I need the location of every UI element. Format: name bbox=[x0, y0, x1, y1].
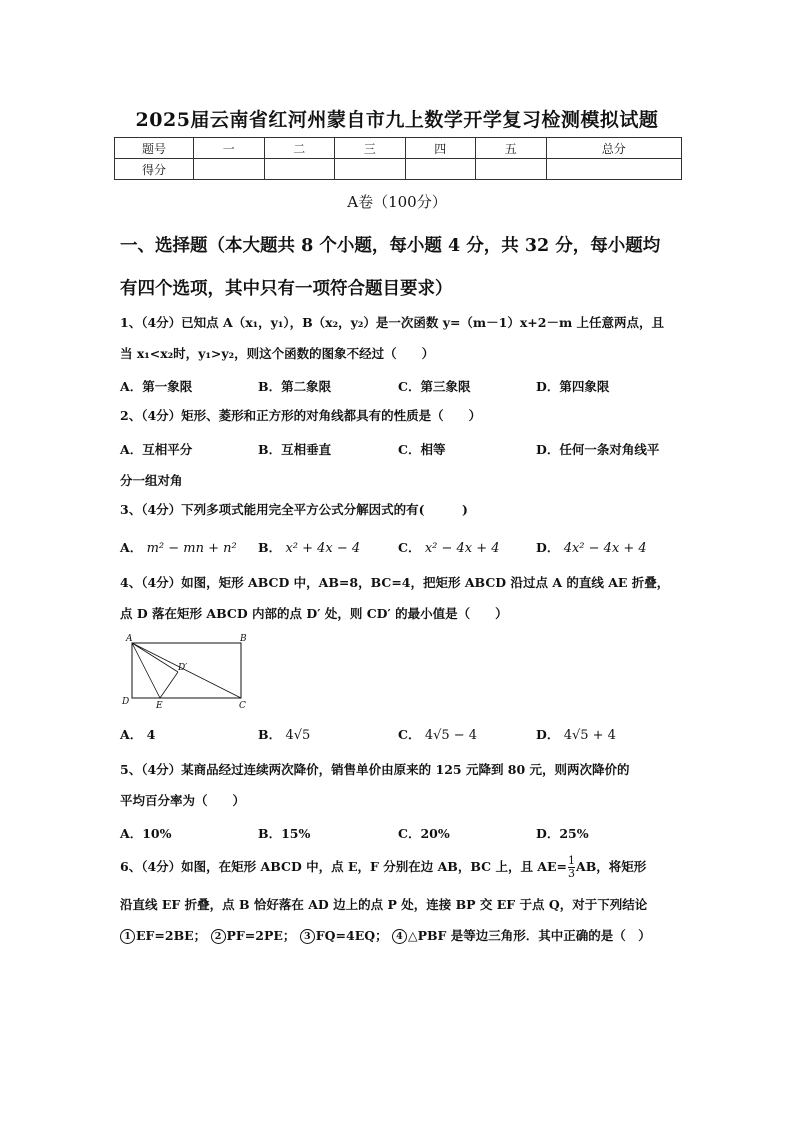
q6-fraction-denominator: 3 bbox=[568, 867, 576, 880]
q4-option-b[interactable] bbox=[258, 725, 310, 743]
q4-label-a: A bbox=[126, 634, 133, 644]
q3-option-d-letter: D． bbox=[536, 540, 560, 555]
score-entry-cell[interactable] bbox=[546, 159, 682, 180]
q6-conclusion-3: FQ=4EQ； bbox=[315, 928, 388, 943]
q4-option-a-letter: A． bbox=[120, 727, 143, 742]
q4-option-a-math: 4 bbox=[146, 727, 156, 742]
q5-stem-line2: 平均百分率为（ ） bbox=[120, 793, 246, 808]
section-a-heading: A卷（100分） bbox=[347, 193, 447, 211]
q4-option-d-math: 4√5 + 4 bbox=[563, 728, 616, 743]
score-table-cell: 四 bbox=[405, 138, 476, 159]
q2-option-d-continued: 分一组对角 bbox=[120, 473, 183, 488]
q6-fraction bbox=[568, 855, 575, 880]
q1-stem-line1: 1、（4分）已知点 A（x₁，y₁），B（x₂，y₂）是一次函数 y=（m－1）x+2－m 上任意两点，且 bbox=[120, 315, 665, 330]
q6-circled-1: 1 bbox=[120, 929, 135, 944]
q4-label-b: B bbox=[240, 634, 247, 644]
score-table-cell: 得分 bbox=[115, 159, 194, 180]
q1-option-d[interactable]: D．第四象限 bbox=[536, 379, 610, 394]
score-entry-cell[interactable] bbox=[194, 159, 265, 180]
q1-option-c[interactable]: C．第三象限 bbox=[398, 379, 471, 394]
q6-stem-line1 bbox=[120, 853, 646, 881]
q4-option-c-math: 4√5 − 4 bbox=[424, 728, 478, 743]
q4-stem-line1: 4、（4分）如图，矩形 ABCD 中，AB=8，BC=4，把矩形 ABCD 沿过点 A 的直线 AE 折叠， bbox=[120, 575, 670, 590]
q6-conclusion-4: △PBF 是等边三角形．其中正确的是（ ） bbox=[407, 928, 651, 943]
q6-stem-line1-pre: 6、（4分）如图，在矩形 ABCD 中，点 E，F 分别在边 AB，BC 上，且 AE= bbox=[120, 859, 568, 874]
q4-option-d[interactable] bbox=[536, 725, 616, 743]
q5-stem-line1: 5、（4分）某商品经过连续两次降价，销售单价由原来的 125 元降到 80 元，则两次降价的 bbox=[120, 762, 630, 777]
part1-heading-line1: 一、选择题（本大题共 8 个小题，每小题 4 分，共 32 分，每小题均 bbox=[120, 236, 661, 256]
score-entry-cell[interactable] bbox=[335, 159, 406, 180]
q1-stem-line2: 当 x₁<x₂时，y₁>y₂，则这个函数的图象不经过（ ） bbox=[120, 346, 435, 361]
q4-option-a[interactable] bbox=[120, 725, 155, 743]
q4-label-c: C bbox=[239, 701, 246, 710]
q2-option-b[interactable]: B．互相垂直 bbox=[258, 442, 332, 457]
q4-line-ed-prime bbox=[160, 672, 178, 698]
q4-option-b-math: 4√5 bbox=[285, 728, 311, 743]
q3-option-d[interactable] bbox=[536, 538, 647, 556]
part1-heading-line2: 有四个选项，其中只有一项符合题目要求） bbox=[120, 279, 453, 299]
score-table bbox=[114, 137, 682, 180]
score-entry-cell[interactable] bbox=[476, 159, 547, 180]
q1-option-a[interactable]: A．第一象限 bbox=[120, 379, 193, 394]
q2-stem: 2、（4分）矩形、菱形和正方形的对角线都具有的性质是（ ） bbox=[120, 408, 482, 423]
q6-circled-4: 4 bbox=[392, 929, 407, 944]
q4-label-d: D bbox=[122, 697, 130, 707]
q2-option-c[interactable]: C．相等 bbox=[398, 442, 446, 457]
q4-line-ae bbox=[132, 643, 160, 698]
q2-option-a[interactable]: A．互相平分 bbox=[120, 442, 193, 457]
q5-option-b[interactable]: B．15% bbox=[258, 826, 311, 841]
q6-conclusion-2: PF=2PE； bbox=[226, 928, 296, 943]
q4-option-b-letter: B． bbox=[258, 727, 282, 742]
q3-option-c[interactable] bbox=[398, 538, 500, 556]
q3-stem: 3、（4分）下列多项式能用完全平方公式分解因式的有( ) bbox=[120, 502, 468, 517]
q6-circled-2: 2 bbox=[211, 929, 226, 944]
score-table-score-row bbox=[115, 159, 682, 180]
score-table-cell: 总分 bbox=[546, 138, 682, 159]
q4-line-ad-prime bbox=[132, 643, 178, 672]
q4-label-e: E bbox=[156, 701, 163, 710]
q3-option-a[interactable] bbox=[120, 538, 237, 556]
q4-option-d-letter: D． bbox=[536, 727, 560, 742]
q5-option-a[interactable]: A．10% bbox=[120, 826, 172, 841]
q1-option-b[interactable]: B．第二象限 bbox=[258, 379, 332, 394]
q3-option-d-math: 4x² − 4x + 4 bbox=[563, 541, 647, 556]
score-entry-cell[interactable] bbox=[264, 159, 335, 180]
score-table-cell: 五 bbox=[476, 138, 547, 159]
q4-figure bbox=[118, 630, 253, 710]
q4-option-c-letter: C． bbox=[398, 727, 421, 742]
q4-option-c[interactable] bbox=[398, 725, 477, 743]
q6-fraction-numerator: 1 bbox=[568, 854, 576, 867]
q3-option-b-math: x² + 4x − 4 bbox=[285, 541, 361, 556]
score-table-cell: 一 bbox=[194, 138, 265, 159]
q4-label-d-prime: D′ bbox=[178, 663, 188, 673]
q3-option-a-letter: A． bbox=[120, 540, 143, 555]
q5-option-d[interactable]: D．25% bbox=[536, 826, 589, 841]
q3-option-b-letter: B． bbox=[258, 540, 282, 555]
score-table-cell: 二 bbox=[264, 138, 335, 159]
q6-conclusions bbox=[120, 928, 651, 944]
exam-title: 2025届云南省红河州蒙自市九上数学开学复习检测模拟试题 bbox=[135, 109, 659, 131]
q3-option-a-math: m² − mn + n² bbox=[146, 541, 237, 556]
q2-option-d[interactable]: D．任何一条对角线平 bbox=[536, 442, 660, 457]
q6-stem-line1-post: AB，将矩形 bbox=[576, 859, 647, 874]
q6-stem-line2: 沿直线 EF 折叠，点 B 恰好落在 AD 边上的点 P 处，连接 BP 交 EF 于点 Q，对于下列结论 bbox=[120, 897, 648, 912]
q6-conclusion-1: EF=2BE； bbox=[136, 928, 207, 943]
score-entry-cell[interactable] bbox=[405, 159, 476, 180]
q3-option-c-letter: C． bbox=[398, 540, 421, 555]
score-table-header-row bbox=[115, 138, 682, 159]
q3-option-c-math: x² − 4x + 4 bbox=[424, 541, 500, 556]
score-table-cell: 三 bbox=[335, 138, 406, 159]
score-table-cell: 题号 bbox=[115, 138, 194, 159]
q3-option-b[interactable] bbox=[258, 538, 360, 556]
q6-circled-3: 3 bbox=[300, 929, 315, 944]
q5-option-c[interactable]: C．20% bbox=[398, 826, 450, 841]
q4-stem-line2: 点 D 落在矩形 ABCD 内部的点 D′ 处，则 CD′ 的最小值是（ ） bbox=[120, 606, 508, 621]
